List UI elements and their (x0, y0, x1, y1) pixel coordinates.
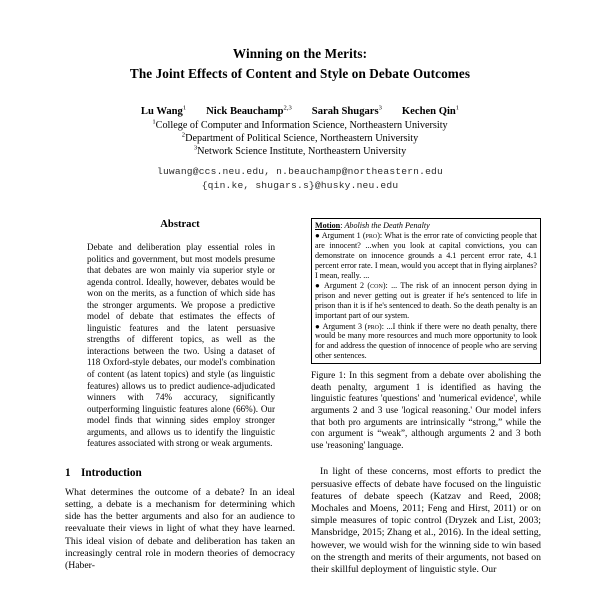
email-block (0, 165, 600, 193)
author-name: Kechen Qin (401, 106, 456, 117)
argument-text: ... The risk of an innocent person dying in prison and never getting out is greater if he's sentenced to life in prison than it is if he's sentenced to death. So the death penalty is an important part of our system. (315, 281, 537, 321)
figure-1-box (311, 218, 541, 364)
argument-side: pro (367, 321, 379, 331)
author-entry (402, 105, 459, 119)
affiliation-item (0, 119, 600, 132)
intro-paragraph-1: What determines the outcome of a debate? In an ideal setting, a debate is a mechanism for determining which side has the better arguments and also for an audience to reevaluate their views in light of what they have learned. This ideal vision of debate and deliberation has taken an increasingly central role in modern theories of democracy (Haber- (65, 486, 295, 572)
abstract-text: Debate and deliberation play essential roles in politics and government, but most models presume that debates are won mainly via superior style or agenda control. Ideally, however, debates would be won on the merits, as a function of which side has the stronger arguments. We propose a predictive model of debate that estimates the effects of linguistic features and the latent persuasive strengths of different topics, as well as the interactions between the two. Using a dataset of 118 Oxford-style debates, our model's combination of content (as latent topics) and style (as linguistic features) allows us to predict audience-adjudicated winners with 74% accuracy, significantly outperforming linguistic features alone (66%). Our model finds that winning sides employ stronger arguments, and allows us to identify the linguistic features associated with strong or weak arguments. (87, 242, 275, 449)
author-entry (141, 105, 186, 119)
figure-1-caption (311, 371, 541, 452)
motion-label: Motion (315, 221, 341, 230)
argument-item (315, 231, 537, 281)
argument-item (315, 281, 537, 321)
paper-title-line-1: Winning on the Merits: (232, 46, 368, 61)
section-heading-introduction (65, 466, 295, 480)
figure-caption-label: Figure 1: (311, 371, 346, 382)
argument-suffix: ): (382, 281, 392, 291)
motion-separator: : (340, 221, 345, 230)
affiliation-mark: 1 (152, 118, 156, 126)
author-name: Lu Wang (140, 106, 183, 117)
argument-suffix: ): (379, 321, 387, 331)
affiliation-mark: 2 (181, 131, 186, 139)
author-affil-mark: 1 (455, 104, 460, 112)
author-affil-mark: 1 (182, 104, 187, 112)
author-list (0, 105, 600, 119)
argument-prefix: Argument 2 ( (324, 281, 371, 291)
right-column-paragraph-1: In light of these concerns, most efforts to predict the persuasive effects of debate have focused on the linguistic features of debate speech (Katzav and Reed, 2008; Mochales and Moens, 2011; Feng and Hirst, 2011) or on simple measures of topic control (Dryzek and List, 2003; Mansbridge, 2015; Zhang et al., 2016). In the ideal setting, however, we would wish for the winning side to win based on the strength and merits of their arguments, not based on their skillful deployment of linguistic style. Our (311, 466, 541, 575)
email-line: luwang@ccs.neu.edu, n.beauchamp@northeastern.edu (157, 165, 443, 177)
author-entry (312, 105, 382, 119)
argument-side: pro (365, 231, 378, 241)
author-name: Sarah Shugars (311, 106, 379, 117)
bullet-icon: ● (315, 321, 321, 331)
affiliation-text: Network Science Institute, Northeastern University (197, 146, 407, 158)
argument-item (315, 322, 537, 362)
affiliation-mark: 3 (193, 145, 198, 153)
motion-line (315, 221, 537, 231)
affiliation-item (0, 132, 600, 145)
abstract-heading: Abstract (160, 219, 200, 230)
section-title: Introduction (81, 466, 142, 479)
argument-suffix: ): (377, 231, 385, 241)
email-line: {qin.ke, shugars.s}@husky.neu.edu (201, 179, 399, 191)
argument-text: What is the error rate of convicting people that are innocent? ...when you look at capital convictions, you can demonstrate on innocence grounds a 4.1 percent error rate, 4.1 percent error rate. I mean, would you accept that in flying airplanes? I mean, really. ... (315, 231, 537, 281)
paper-title-line-2: The Joint Effects of Content and Style on Debate Outcomes (129, 66, 471, 81)
motion-title: Abolish the Death Penalty (344, 221, 430, 230)
argument-prefix: Argument 1 ( (321, 231, 366, 241)
figure-caption-text: In this segment from a debate over abolishing the death penalty, argument 1 is identified as having the linguistic features 'questions' and 'numerical evidence', while arguments 2 and 3 use 'logical reasoning.' Our model infers that both pro arguments are intrinsically “strong,” while the con argument is “weak”, although arguments 2 and 3 both use 'reasoning' language. (311, 371, 541, 451)
bullet-icon: ● (315, 231, 320, 241)
argument-text: ...I think if there were no death penalty, there would be many more resources and much more opportunity to look for and address the question of innocence of people who are serving other sentences. (315, 321, 537, 361)
title-block (0, 0, 600, 84)
section-number: 1 (65, 466, 71, 479)
author-entry (206, 105, 292, 119)
body-columns (0, 218, 600, 600)
author-affil-mark: 3 (378, 104, 382, 112)
affiliation-item (0, 145, 600, 158)
right-column (311, 218, 541, 576)
affiliation-list (0, 119, 600, 159)
affiliation-text: Department of Political Science, Northeastern University (185, 133, 419, 145)
bullet-icon: ● (315, 281, 322, 291)
affiliation-text: College of Computer and Information Science, Northeastern University (155, 120, 448, 131)
argument-prefix: Argument 3 ( (322, 321, 368, 331)
author-affil-mark: 2,3 (283, 104, 292, 112)
left-column (65, 218, 295, 572)
argument-side: con (370, 281, 383, 291)
author-name: Nick Beauchamp (206, 106, 284, 117)
